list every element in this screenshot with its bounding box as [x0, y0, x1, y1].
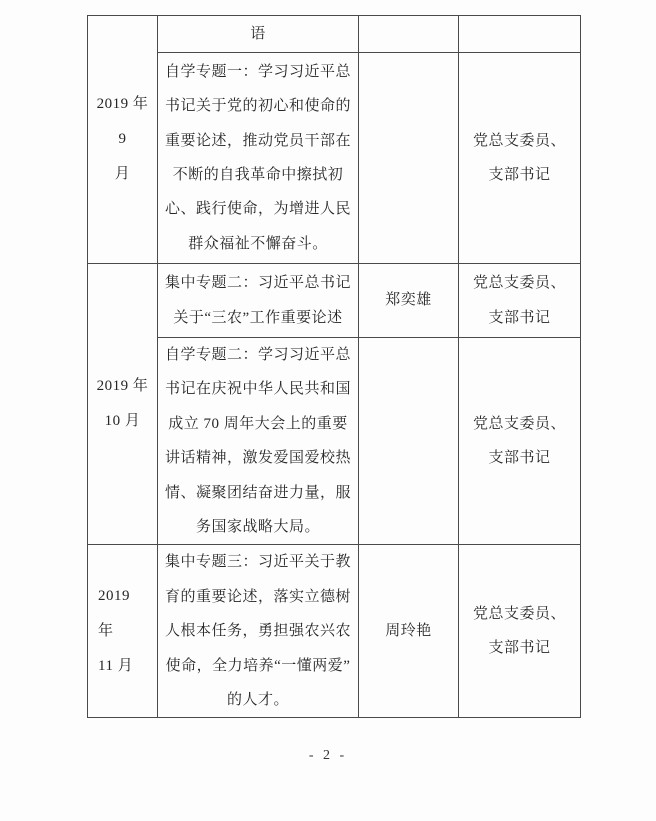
- topic-line: 的人才。: [226, 692, 289, 709]
- topic-line: 人根本任务，勇担强农兴农: [164, 623, 351, 640]
- speaker-cell-2019-10-group: [359, 264, 459, 338]
- topic-line: 关于“三农”工作重要论述: [173, 309, 343, 326]
- date-line: 2019 年 9: [96, 96, 149, 147]
- speaker-cell-2019-09: [359, 53, 459, 264]
- date-line: 11 月: [98, 657, 134, 674]
- date-cell-2019-10: [88, 264, 158, 545]
- table-row: [88, 16, 581, 53]
- topic-line: 自学专题一：学习习近平总: [164, 63, 351, 80]
- participants-cell-carryover: [459, 16, 581, 53]
- topic-line: 书记在庆祝中华人民共和国: [164, 381, 351, 398]
- topic-line: 群众福祉不懈奋斗。: [188, 235, 328, 252]
- topic-line: 使命，全力培养“一懂两爱”: [165, 657, 351, 674]
- topic-cell-2019-11: [158, 545, 359, 718]
- participants-line: 党总支委员、: [472, 606, 566, 623]
- topic-line: 务国家战略大局。: [195, 519, 320, 536]
- speaker-cell-2019-10-self: [359, 338, 459, 545]
- topic-line: 育的重要论述，落实立德树: [164, 588, 351, 605]
- speaker-cell-carryover: [359, 16, 459, 53]
- topic-line: 书记关于党的初心和使命的: [164, 98, 351, 115]
- participants-line: 支部书记: [488, 640, 551, 657]
- participants-cell-2019-09: [459, 53, 581, 264]
- topic-line: 重要论述，推动党员干部在: [164, 132, 351, 149]
- date-cell-2019-09: [88, 16, 158, 264]
- date-line: 10 月: [104, 413, 141, 430]
- participants-cell-2019-10-group: [459, 264, 581, 338]
- topic-cell-2019-09: [158, 53, 359, 264]
- participants-line: 党总支委员、: [472, 275, 566, 292]
- date-line: 2019 年: [96, 378, 149, 395]
- topic-cell-2019-10-group: [158, 264, 359, 338]
- date-cell-2019-11: [88, 545, 158, 718]
- table-row: [88, 545, 581, 718]
- speaker-name: 郑奕雄: [385, 292, 432, 309]
- page-number: - 2 -: [308, 748, 348, 763]
- participants-line: 党总支委员、: [472, 415, 566, 432]
- topic-line: 自学专题二：学习习近平总: [164, 347, 351, 363]
- table-row: [88, 53, 581, 264]
- topic-line: 情、凝聚团结奋进力量，服: [164, 484, 351, 501]
- table-row: [88, 264, 581, 338]
- speaker-cell-2019-11: [359, 545, 459, 718]
- date-line: 月: [114, 166, 131, 182]
- participants-line: 支部书记: [488, 167, 551, 183]
- study-schedule-table: [87, 15, 581, 718]
- topic-cell-2019-10-self: [158, 338, 359, 545]
- topic-line: 不断的自我革命中擦拭初: [172, 167, 344, 183]
- topic-line: 成立 70 周年大会上的重要: [168, 415, 348, 432]
- topic-line: 心、践行使命，为增进人民: [164, 201, 351, 218]
- topic-line: 讲话精神，激发爱国爱校热: [164, 450, 351, 467]
- participants-line: 支部书记: [488, 309, 551, 326]
- topic-line: 集中专题三：习近平关于教: [164, 554, 351, 571]
- table-row: [88, 338, 581, 545]
- participants-line: 支部书记: [488, 450, 551, 467]
- topic-line: 集中专题二：习近平总书记: [164, 275, 351, 292]
- participants-cell-2019-10-self: [459, 338, 581, 545]
- topic-cell-carryover: [158, 16, 359, 53]
- participants-line: 党总支委员、: [472, 132, 566, 149]
- speaker-name: 周玲艳: [385, 623, 432, 640]
- topic-line: 语: [250, 25, 266, 42]
- date-line: 2019 年: [98, 587, 130, 639]
- participants-cell-2019-11: [459, 545, 581, 718]
